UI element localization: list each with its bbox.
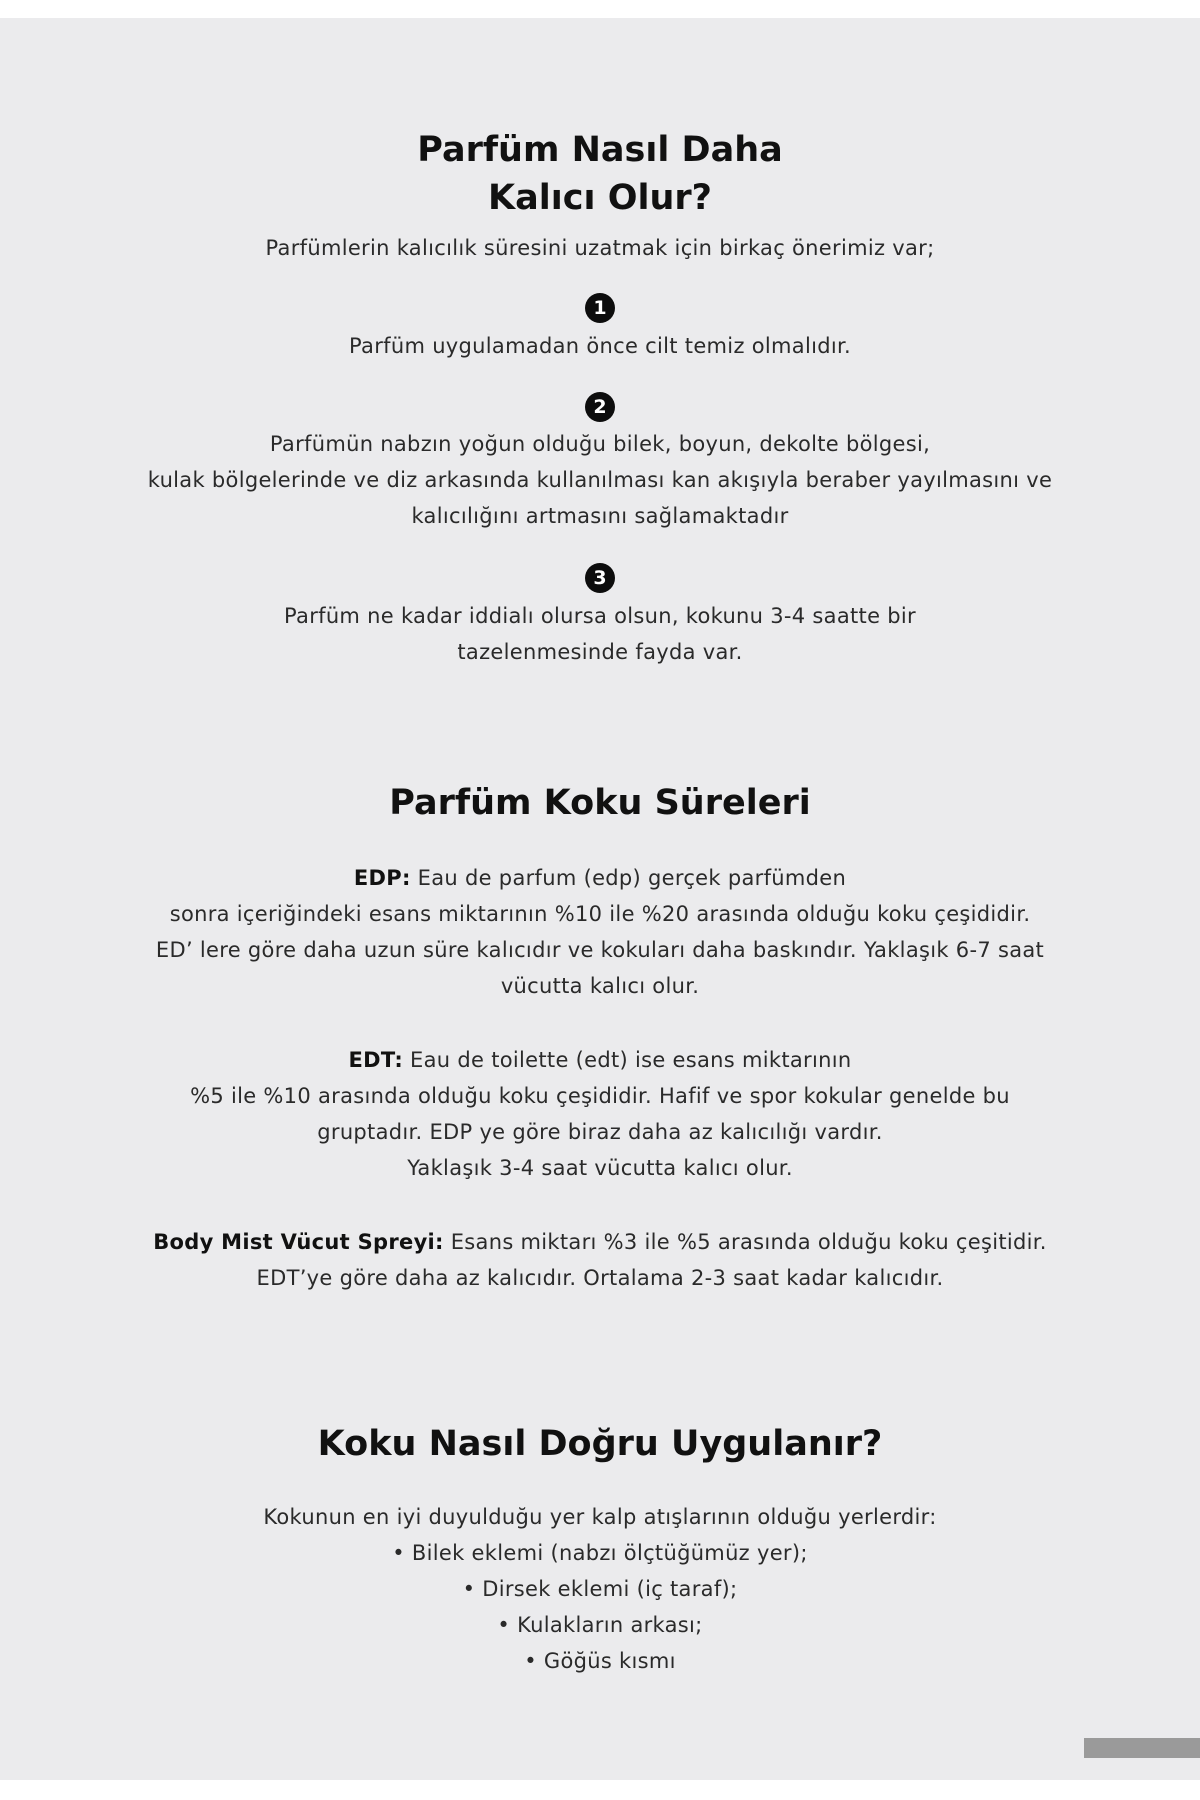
section-title-application: Koku Nasıl Doğru Uygulanır? — [317, 1424, 883, 1464]
tip-text-line: Parfümün nabzın yoğun olduğu bilek, boyun, dekolte bölgesi, — [269, 432, 931, 456]
longevity-intro: Parfümlerin kalıcılık süresini uzatmak için birkaç önerimiz var; — [265, 236, 935, 260]
edp-block — [0, 860, 1200, 1004]
application-block — [0, 1499, 1200, 1679]
body-mist-block — [0, 1224, 1200, 1296]
tip-text-line: kalıcılığını artmasını sağlamaktadır — [411, 504, 789, 528]
edt-text-line: Yaklaşık 3-4 saat vücutta kalıcı olur. — [407, 1156, 793, 1180]
tip-text-line: Parfüm ne kadar iddialı olursa olsun, kokunu 3-4 saatte bir — [284, 604, 916, 628]
edt-text-line: gruptadır. EDP ye göre biraz daha az kalıcılığı vardır. — [317, 1120, 883, 1144]
tip-1-text — [0, 328, 1200, 364]
bullet-item: • Göğüs kısmı — [524, 1649, 676, 1673]
section-durations — [0, 779, 1200, 827]
tip-text: Parfüm uygulamadan önce cilt temiz olmalıdır. — [349, 334, 851, 358]
edp-text-line: sonra içeriğindeki esans miktarının %10 ile %20 arasında olduğu koku çeşididir. — [169, 902, 1031, 926]
edt-label: EDT: — [348, 1048, 404, 1072]
number-badge-1: 1 — [585, 293, 615, 323]
section-longevity-tips — [0, 126, 1200, 222]
edp-text-line: vücutta kalıcı olur. — [500, 974, 700, 998]
edt-text-line: %5 ile %10 arasında olduğu koku çeşididir. Hafif ve spor kokular genelde bu — [190, 1084, 1010, 1108]
body-mist-text: Esans miktarı %3 ile %5 arasında olduğu koku çeşitidir. — [443, 1230, 1047, 1254]
bullet-item: • Kulakların arkası; — [497, 1613, 703, 1637]
number-badge-3: 3 — [585, 563, 615, 593]
body-mist-text-line: EDT’ye göre daha az kalıcıdır. Ortalama 2-3 saat kadar kalıcıdır. — [256, 1266, 944, 1290]
section-title-longevity — [0, 126, 1200, 222]
title-line: Parfüm Nasıl Daha — [417, 130, 783, 170]
content-panel — [0, 18, 1200, 1780]
tip-1 — [0, 293, 1200, 323]
edt-text: Eau de toilette (edt) ise esans miktarının — [403, 1048, 852, 1072]
body-mist-label: Body Mist Vücut Spreyi: — [153, 1230, 444, 1254]
tip-3-text — [0, 598, 1200, 670]
intro-wrapper — [0, 230, 1200, 266]
bullet-item: • Bilek eklemi (nabzı ölçtüğümüz yer); — [392, 1541, 808, 1565]
tip-2 — [0, 392, 1200, 422]
tip-text-line: tazelenmesinde fayda var. — [457, 640, 743, 664]
number-badge-2: 2 — [585, 392, 615, 422]
edp-label: EDP: — [353, 866, 411, 890]
edt-block — [0, 1042, 1200, 1186]
title-line: Kalıcı Olur? — [488, 178, 712, 218]
section-application — [0, 1420, 1200, 1468]
edp-text-line: ED’ lere göre daha uzun süre kalıcıdır ve kokuları daha baskındır. Yaklaşık 6-7 saat — [155, 938, 1045, 962]
section-title-durations: Parfüm Koku Süreleri — [389, 783, 811, 823]
horizontal-scrollbar-thumb[interactable] — [1084, 1738, 1200, 1758]
tip-text-line: kulak bölgelerinde ve diz arkasında kullanılması kan akışıyla beraber yayılmasını ve — [147, 468, 1053, 492]
tip-2-text — [0, 426, 1200, 534]
application-intro: Kokunun en iyi duyulduğu yer kalp atışlarının olduğu yerlerdir: — [263, 1505, 937, 1529]
tip-3 — [0, 563, 1200, 593]
edp-text: Eau de parfum (edp) gerçek parfümden — [410, 866, 847, 890]
bullet-item: • Dirsek eklemi (iç taraf); — [462, 1577, 738, 1601]
